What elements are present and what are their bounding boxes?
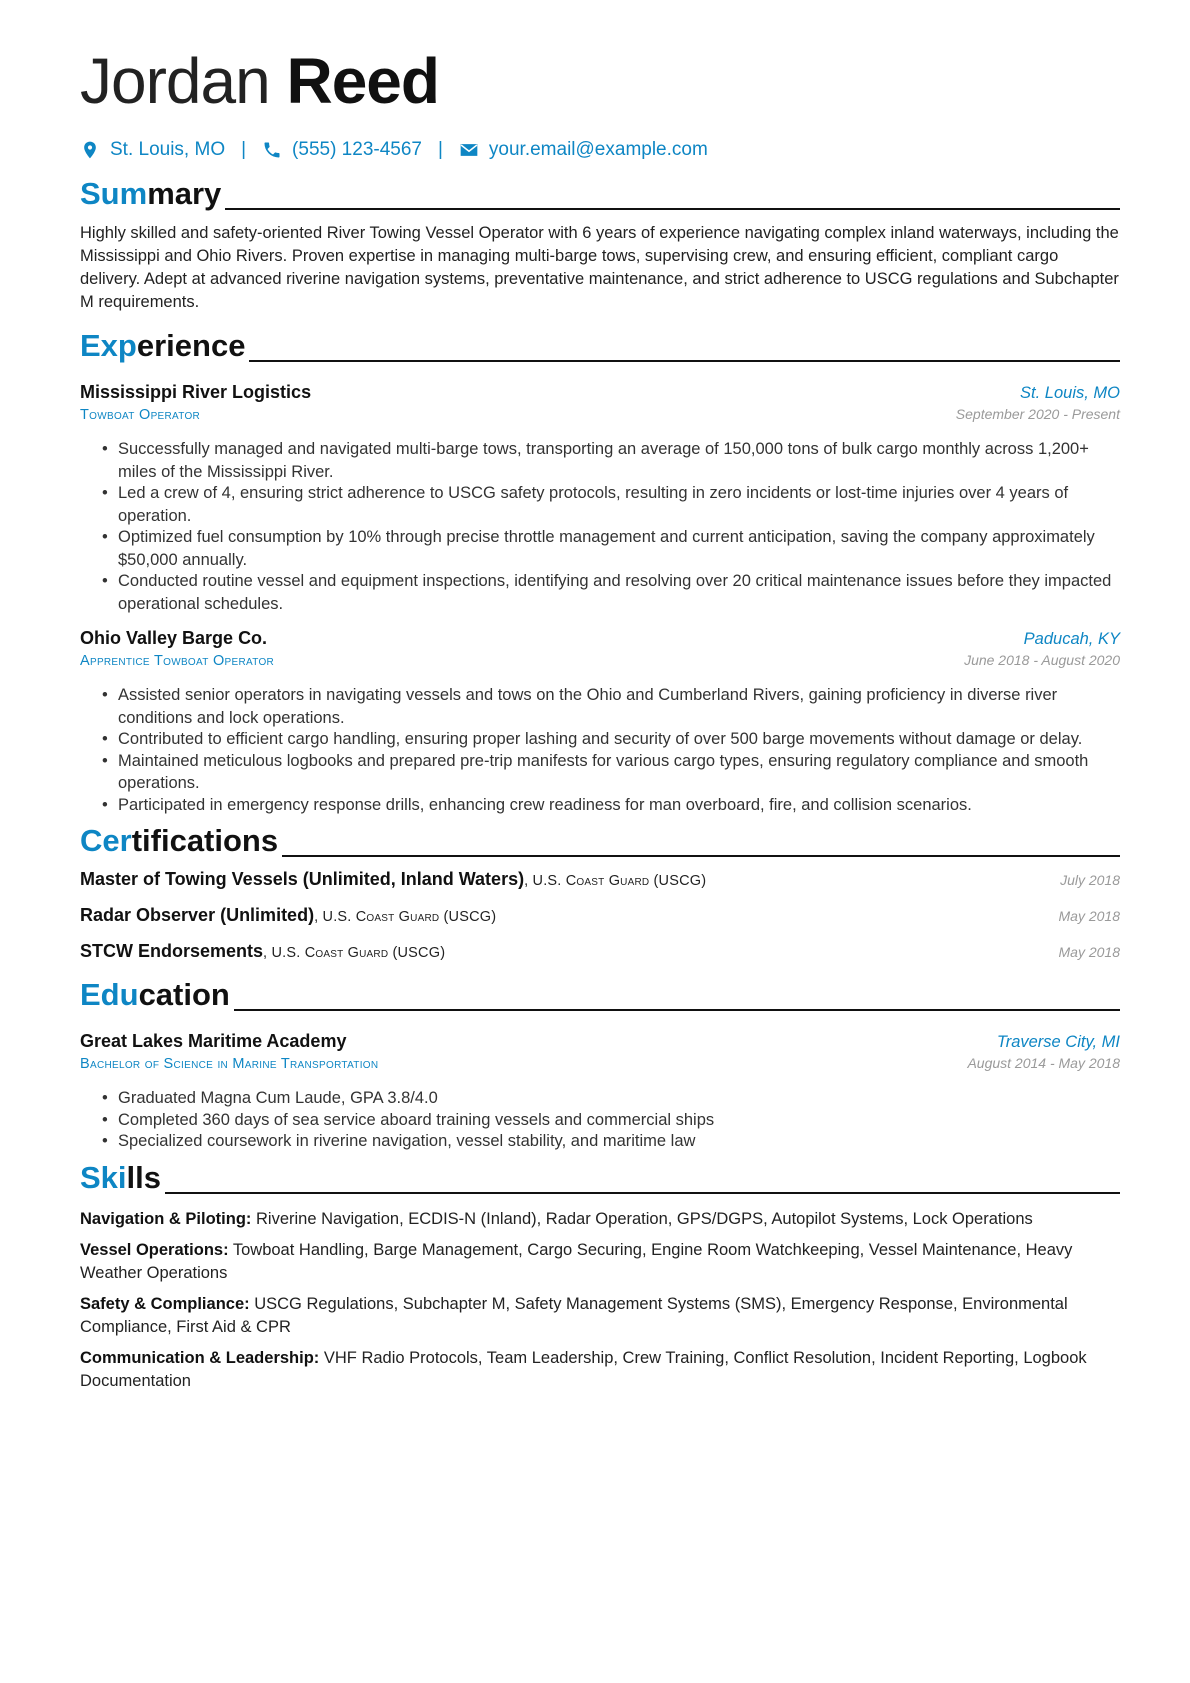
list-item: • Participated in emergency response drills, enhancing crew readiness for man overboard, fire, and collision scenarios. <box>118 794 1120 817</box>
location-text: St. Louis, MO <box>110 139 226 160</box>
job-dates: September 2020 - Present <box>955 406 1120 422</box>
school-name: Great Lakes Maritime Academy <box>80 1031 347 1051</box>
list-item: • Optimized fuel consumption by 10% through precise throttle management and current anticipation, saving the company approximately $50,000 annually. <box>118 526 1120 571</box>
cert-org: , U.S. Coast Guard (USCG) <box>524 873 707 889</box>
contact-line <box>80 136 1120 164</box>
contact-separator: | <box>241 139 247 160</box>
skill-label: Navigation & Piloting: <box>80 1209 252 1228</box>
school-location: Traverse City, MI <box>996 1033 1120 1051</box>
list-item: • Assisted senior operators in navigating vessels and tows on the Ohio and Cumberland Rivers, gaining proficiency in diverse river conditions and lock operations. <box>118 684 1120 729</box>
skill-row <box>80 1293 1120 1339</box>
education-entry <box>80 1029 1120 1153</box>
certification-row <box>80 869 1120 895</box>
skill-label: Vessel Operations: <box>80 1240 229 1259</box>
skill-row <box>80 1347 1120 1393</box>
section-rule <box>282 855 1120 857</box>
list-item: • Graduated Magna Cum Laude, GPA 3.8/4.0 <box>118 1087 1120 1110</box>
job-bullets <box>80 684 1120 816</box>
contact-email[interactable] <box>459 139 708 161</box>
skill-text: VHF Radio Protocols, Team Leadership, Crew Training, Conflict Resolution, Incident Reporting, Logbook Documentation <box>80 1348 1087 1390</box>
cert-org: , U.S. Coast Guard (USCG) <box>314 909 497 925</box>
section-rule <box>234 1009 1120 1011</box>
job-location: Paducah, KY <box>1023 630 1120 648</box>
last-name: Reed <box>286 45 439 117</box>
job-company: Mississippi River Logistics <box>80 382 312 402</box>
experience-heading: Experience <box>80 328 1120 364</box>
job-entry <box>80 626 1120 816</box>
job-location: St. Louis, MO <box>1020 384 1120 402</box>
education-heading: Education <box>80 977 1120 1013</box>
map-pin-icon <box>80 140 100 160</box>
skills-heading: Skills <box>80 1160 1120 1196</box>
list-item: • Successfully managed and navigated multi-barge tows, transporting an average of 150,000 tons of bulk cargo monthly across 1,200+ miles of the Mississippi River. <box>118 438 1120 483</box>
degree-name: Bachelor of Science in Marine Transportation <box>80 1056 379 1072</box>
list-item: • Completed 360 days of sea service aboard training vessels and commercial ships <box>118 1109 1120 1132</box>
section-rule <box>249 360 1120 362</box>
job-company: Ohio Valley Barge Co. <box>80 628 268 648</box>
job-role: Towboat Operator <box>80 407 201 423</box>
list-item: • Conducted routine vessel and equipment inspections, identifying and resolving over 20 critical maintenance issues before they impacted operational schedules. <box>118 570 1120 615</box>
certification-row <box>80 941 1120 967</box>
cert-date: May 2018 <box>1058 944 1120 960</box>
education-dates: August 2014 - May 2018 <box>967 1055 1120 1071</box>
contact-separator: | <box>437 139 443 160</box>
email-link[interactable]: your.email@example.com <box>488 139 708 160</box>
skill-row <box>80 1208 1120 1231</box>
list-item: • Specialized coursework in riverine navigation, vessel stability, and maritime law <box>118 1130 1120 1153</box>
certifications-heading: Certifications <box>80 823 1120 859</box>
first-name: Jordan <box>80 45 270 117</box>
skill-text: USCG Regulations, Subchapter M, Safety Management Systems (SMS), Emergency Response, Environmental Compliance, First Aid & CPR <box>80 1294 1068 1336</box>
job-dates: June 2018 - August 2020 <box>964 652 1120 668</box>
job-entry <box>80 380 1120 615</box>
certification-row <box>80 905 1120 931</box>
cert-org: , U.S. Coast Guard (USCG) <box>263 945 446 961</box>
list-item: • Contributed to efficient cargo handling, ensuring proper lashing and security of over 500 barge movements without damage or delay. <box>118 728 1120 751</box>
cert-name: Master of Towing Vessels (Unlimited, Inland Waters) <box>80 869 525 889</box>
contact-phone <box>262 139 422 161</box>
skill-label: Communication & Leadership: <box>80 1348 320 1367</box>
resume-content <box>80 42 1120 1393</box>
section-rule <box>165 1192 1120 1194</box>
section-rule <box>225 208 1120 210</box>
cert-name: Radar Observer (Unlimited) <box>80 905 315 925</box>
job-role: Apprentice Towboat Operator <box>80 653 275 669</box>
cert-name: STCW Endorsements <box>80 941 264 961</box>
contact-location <box>80 139 225 161</box>
education-bullets <box>80 1087 1120 1153</box>
phone-icon <box>262 140 282 160</box>
skill-text: Towboat Handling, Barge Management, Cargo Securing, Engine Room Watchkeeping, Vessel Maintenance, Heavy Weather Operations <box>80 1240 1073 1282</box>
cert-date: May 2018 <box>1058 908 1120 924</box>
list-item: • Maintained meticulous logbooks and prepared pre-trip manifests for various cargo types, ensuring regulatory compliance and smooth operations. <box>118 750 1120 795</box>
skill-row <box>80 1239 1120 1285</box>
candidate-name <box>80 42 1120 120</box>
summary-heading: Summary <box>80 176 1120 212</box>
list-item: • Led a crew of 4, ensuring strict adherence to USCG safety protocols, resulting in zero incidents or lost-time injuries over 4 years of operation. <box>118 482 1120 527</box>
skill-label: Safety & Compliance: <box>80 1294 250 1313</box>
job-bullets <box>80 438 1120 615</box>
summary-text: Highly skilled and safety-oriented River Towing Vessel Operator with 6 years of experience navigating complex inland waterways, including the Mississippi and Ohio Rivers. Proven expertise in managing multi-barge tows, supervising crew, and ensuring efficient, compliant cargo delivery. Adept at advanced riverine navigation systems, preventative maintenance, and strict adherence to USCG regulations and Subchapter M requirements. <box>80 224 1119 311</box>
envelope-icon <box>459 140 479 160</box>
skill-text: Riverine Navigation, ECDIS-N (Inland), Radar Operation, GPS/DGPS, Autopilot Systems, Lock Operations <box>251 1209 1033 1228</box>
phone-text: (555) 123-4567 <box>292 139 422 160</box>
cert-date: July 2018 <box>1060 872 1120 888</box>
